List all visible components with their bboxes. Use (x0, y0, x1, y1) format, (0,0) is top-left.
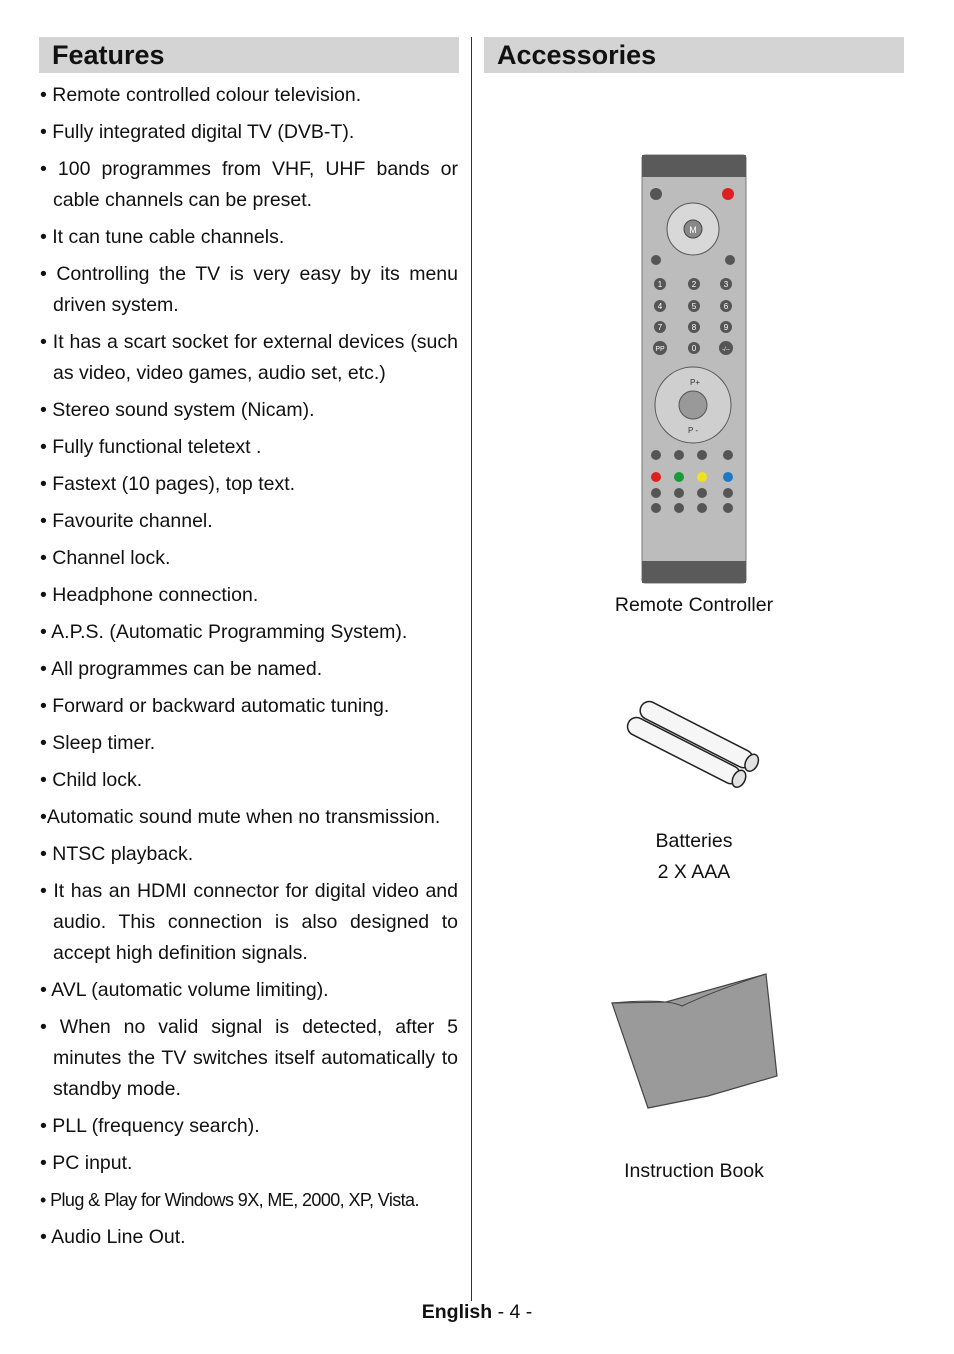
accessories-heading: Accessories (484, 37, 904, 73)
batteries-label: Batteries (655, 830, 733, 852)
program-up-label: P+ (689, 378, 701, 387)
info-key (725, 255, 735, 265)
feature-item: •Automatic sound mute when no transmission. (40, 806, 441, 828)
feature-item: • Audio Line Out. (40, 1226, 186, 1248)
instruction-book-image (606, 968, 782, 1112)
features-list (40, 80, 458, 1259)
menu-key-label: M (689, 225, 697, 235)
svg-text:PP: PP (655, 346, 665, 353)
svg-text:-/--: -/-- (722, 347, 730, 353)
feature-item: • Stereo sound system (Nicam). (40, 399, 315, 421)
svg-text:0: 0 (691, 344, 697, 353)
svg-text:5: 5 (691, 302, 697, 311)
ok-key (651, 255, 661, 265)
feature-item: • It can tune cable channels. (40, 226, 285, 248)
remote-bottom-band (642, 561, 746, 583)
feature-item: • Child lock. (40, 769, 143, 791)
batteries-image (620, 696, 770, 792)
feature-item: • Fastext (10 pages), top text. (40, 473, 296, 495)
book-icon (612, 974, 777, 1108)
svg-text:6: 6 (723, 302, 729, 311)
instruction-book-label: Instruction Book (624, 1160, 764, 1182)
feature-item: • NTSC playback. (40, 843, 194, 865)
svg-text:9: 9 (723, 323, 729, 332)
svg-text:8: 8 (691, 323, 697, 332)
power-icon (722, 188, 734, 200)
column-divider (471, 37, 472, 1301)
feature-item: • Remote controlled colour television. (40, 84, 362, 106)
feature-item: • PLL (frequency search). (40, 1115, 260, 1137)
feature-item: • AVL (automatic volume limiting). (40, 979, 329, 1001)
red-key (651, 472, 661, 482)
feature-item: • Fully functional teletext . (40, 436, 262, 458)
features-heading: Features (39, 37, 459, 73)
remote-top-band (642, 155, 746, 177)
remote-controller-label: Remote Controller (614, 594, 774, 616)
feature-item: • Controlling the TV is very easy by its menu driven system. (40, 263, 458, 316)
feature-item: • PC input. (40, 1152, 133, 1174)
feature-item: • All programmes can be named. (40, 658, 323, 680)
feature-item: • When no valid signal is detected, after 5 minutes the TV switches itself automatically to standby mode. (40, 1016, 458, 1100)
feature-item: • It has a scart socket for external devices (such as video, video games, audio set, etc.) (40, 331, 458, 384)
page-number: - 4 - (497, 1301, 533, 1323)
feature-item: • A.P.S. (Automatic Programming System). (40, 621, 408, 643)
svg-text:2: 2 (691, 280, 697, 289)
blue-key (723, 472, 733, 482)
feature-item: • Plug & Play for Windows 9X, ME, 2000, XP, Vista. (40, 1190, 419, 1210)
svg-text:1: 1 (657, 280, 663, 289)
svg-text:4: 4 (657, 302, 663, 311)
yellow-key (697, 472, 707, 482)
program-center (679, 391, 707, 419)
battery-icon (624, 697, 761, 792)
feature-item: • Favourite channel. (40, 510, 213, 532)
remote-controller-image (638, 153, 750, 585)
page-footer (0, 1301, 954, 1324)
svg-text:7: 7 (657, 323, 663, 332)
green-key (674, 472, 684, 482)
svg-text:3: 3 (723, 280, 729, 289)
footer-language: English (421, 1301, 493, 1323)
program-down-label: P - (687, 426, 699, 435)
feature-item: • Sleep timer. (40, 732, 156, 754)
feature-item: • Channel lock. (40, 547, 171, 569)
mute-icon (650, 188, 662, 200)
feature-item: • Forward or backward automatic tuning. (40, 695, 390, 717)
feature-item: • It has an HDMI connector for digital video and audio. This connection is also designed to accept high definition signals. (40, 880, 458, 964)
batteries-quantity: 2 X AAA (657, 861, 731, 883)
feature-item: • Headphone connection. (40, 584, 259, 606)
feature-item: • 100 programmes from VHF, UHF bands or cable channels can be preset. (40, 158, 458, 211)
feature-item: • Fully integrated digital TV (DVB-T). (40, 121, 355, 143)
